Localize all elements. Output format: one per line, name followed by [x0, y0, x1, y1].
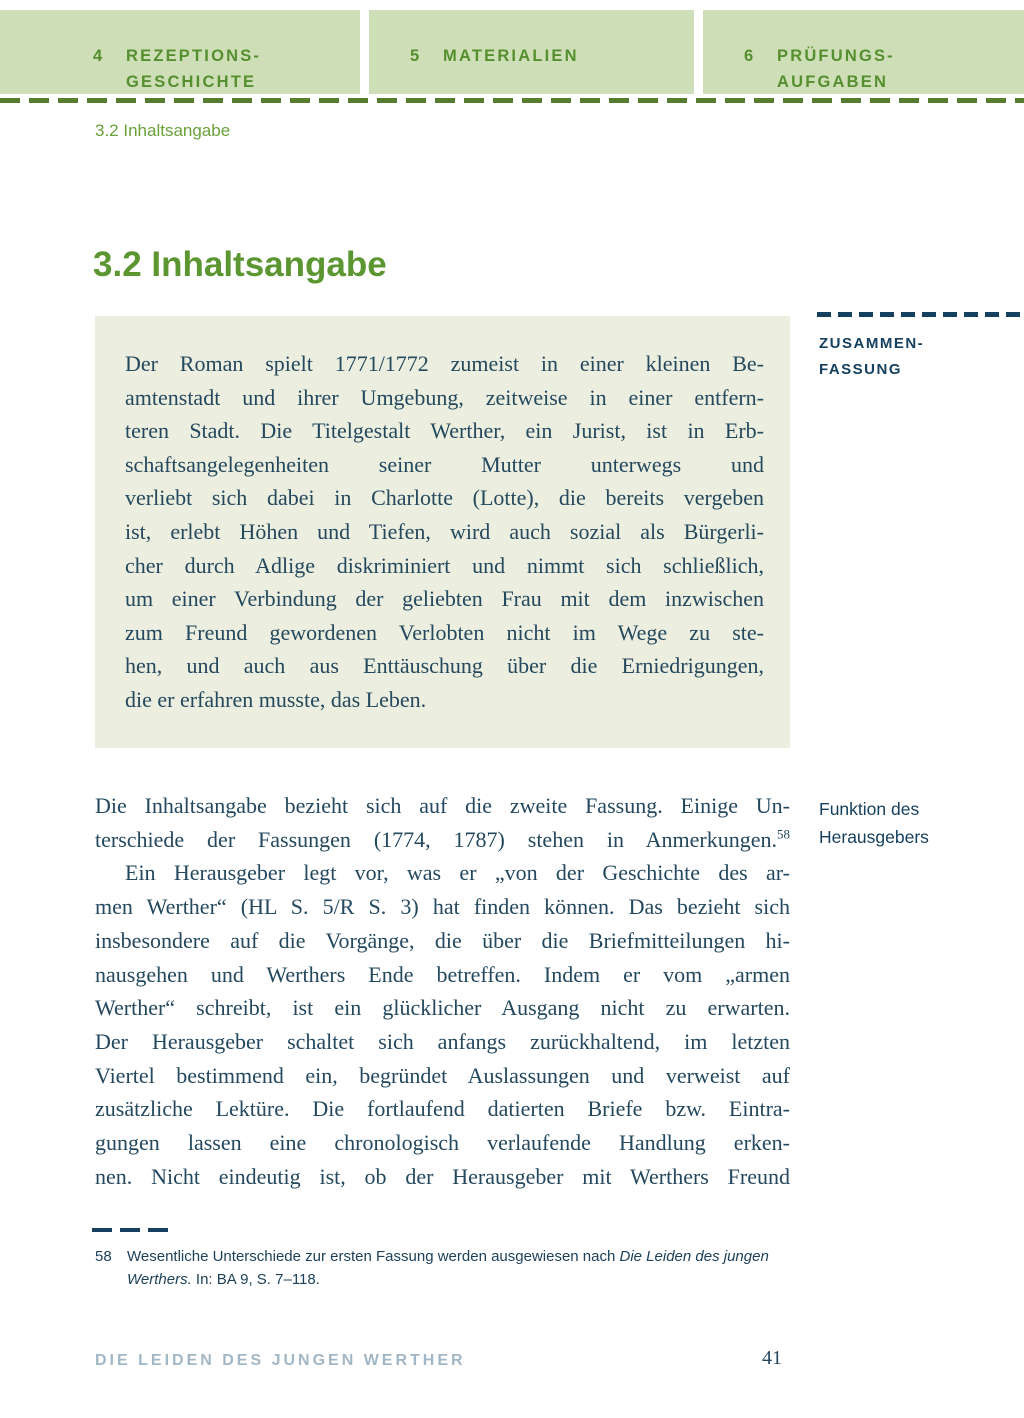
margin-note-line: Funktion des — [819, 799, 920, 819]
tab-materialien — [369, 10, 694, 94]
tab-number: 6 — [744, 47, 756, 65]
tab-label-line: PRÜFUNGS- — [777, 47, 895, 65]
body-line: Die Inhaltsangabe bezieht sich auf die zweite Fassung. Einige Un- — [95, 793, 790, 818]
tab-label — [777, 43, 895, 94]
margin-note-zusammenfassung — [819, 331, 924, 383]
summary-line: amtenstadt und ihrer Umgebung, zeitweise in einer entfern- — [125, 384, 764, 410]
running-header: 3.2 Inhaltsangabe — [95, 121, 231, 140]
tab-label-line: GESCHICHTE — [126, 73, 257, 91]
tab-label — [443, 43, 579, 94]
body-line: insbesondere auf die Vorgänge, die über die Briefmitteilungen hi- — [95, 927, 790, 953]
page-number: 41 — [762, 1347, 782, 1369]
margin-dashed-divider — [817, 312, 1024, 317]
margin-note-funktion-des-herausgebers — [819, 795, 929, 851]
footnote-number: 58 — [95, 1248, 112, 1265]
body-line: men Werther“ (HL S. 5/R S. 3) hat finden können. Das bezieht sich — [95, 894, 790, 920]
footer-book-title: DIE LEIDEN DES JUNGEN WERTHER — [95, 1352, 466, 1369]
summary-line: zum Freund gewordenen Verlobten nicht im Wege zu ste- — [125, 619, 764, 645]
body-line: zusätzliche Lektüre. Die fortlaufend datierten Briefe bzw. Eintra- — [95, 1096, 790, 1122]
tab-number: 4 — [93, 47, 105, 65]
summary-line: schaftsangelegenheiten seiner Mutter unterwegs und — [125, 451, 764, 477]
body-text — [95, 789, 790, 1193]
tab-label-line: REZEPTIONS- — [126, 47, 262, 65]
footnote-line — [127, 1246, 769, 1269]
tab-rezeptionsgeschichte — [0, 10, 360, 94]
summary-line: verliebt sich dabei in Charlotte (Lotte), die bereits vergeben — [125, 485, 764, 511]
footnote-text-italic: Werthers. — [127, 1270, 192, 1288]
summary-line: Der Roman spielt 1771/1772 zumeist in einer kleinen Be- — [125, 351, 764, 376]
tab-label — [126, 43, 261, 94]
tab-number: 5 — [410, 47, 422, 65]
summary-line: um einer Verbindung der geliebten Frau mit dem inzwischen — [125, 586, 764, 612]
summary-line: hen, und auch aus Enttäuschung über die Erniedrigungen, — [125, 653, 764, 679]
footnote-divider-dashes — [92, 1228, 168, 1232]
body-line: Ein Herausgeber legt vor, was er „von der Geschichte des ar- — [125, 860, 790, 886]
footnote-line — [127, 1269, 769, 1292]
chapter-tab-row — [0, 10, 1024, 94]
summary-line: teren Stadt. Die Titelgestalt Werther, ein Jurist, ist in Erb- — [125, 418, 764, 444]
body-line: Viertel bestimmend ein, begründet Auslassungen und verweist auf — [95, 1062, 790, 1088]
body-line: Der Herausgeber schaltet sich anfangs zurückhaltend, im letzten — [95, 1028, 790, 1054]
margin-note-line: Herausgebers — [819, 827, 929, 847]
footnote — [95, 1246, 795, 1291]
tab-pruefungsaufgaben — [703, 10, 1024, 94]
footnote-text-regular: In: BA 9, S. 7–118. — [191, 1270, 320, 1288]
tab-label-line: AUFGABEN — [777, 73, 889, 91]
section-heading: 3.2 Inhaltsangabe — [93, 245, 387, 284]
summary-line: die er erfahren musste, das Leben. — [125, 686, 427, 712]
tab-label-line: MATERIALIEN — [443, 47, 579, 65]
margin-note-line: FASSUNG — [819, 361, 903, 378]
summary-line: ist, erlebt Höhen und Tiefen, wird auch sozial als Bürgerli- — [125, 518, 764, 544]
summary-box — [95, 316, 790, 748]
body-line: nen. Nicht eindeutig ist, ob der Herausgeber mit Werthers Freund — [95, 1163, 790, 1189]
footnote-ref: 58 — [777, 826, 790, 842]
summary-line: cher durch Adlige diskriminiert und nimmt sich schließlich, — [125, 552, 764, 578]
footnote-text-regular: Wesentliche Unterschiede zur ersten Fassung werden ausgewiesen nach — [127, 1248, 620, 1265]
body-line-text: terschiede der Fassungen (1774, 1787) stehen in Anmerkungen. — [95, 826, 777, 852]
body-line — [95, 823, 790, 857]
footnote-text-italic: Die Leiden des jungen — [619, 1248, 769, 1265]
margin-note-line: ZUSAMMEN- — [819, 335, 925, 352]
header-dashed-divider — [0, 98, 1024, 103]
footnote-text — [127, 1246, 769, 1291]
body-line: nausgehen und Werthers Ende betreffen. Indem er vom „armen — [95, 961, 790, 987]
body-line: Werther“ schreibt, ist ein glücklicher Ausgang nicht zu erwarten. — [95, 995, 790, 1021]
body-line: gungen lassen eine chronologisch verlaufende Handlung erken- — [95, 1130, 790, 1156]
